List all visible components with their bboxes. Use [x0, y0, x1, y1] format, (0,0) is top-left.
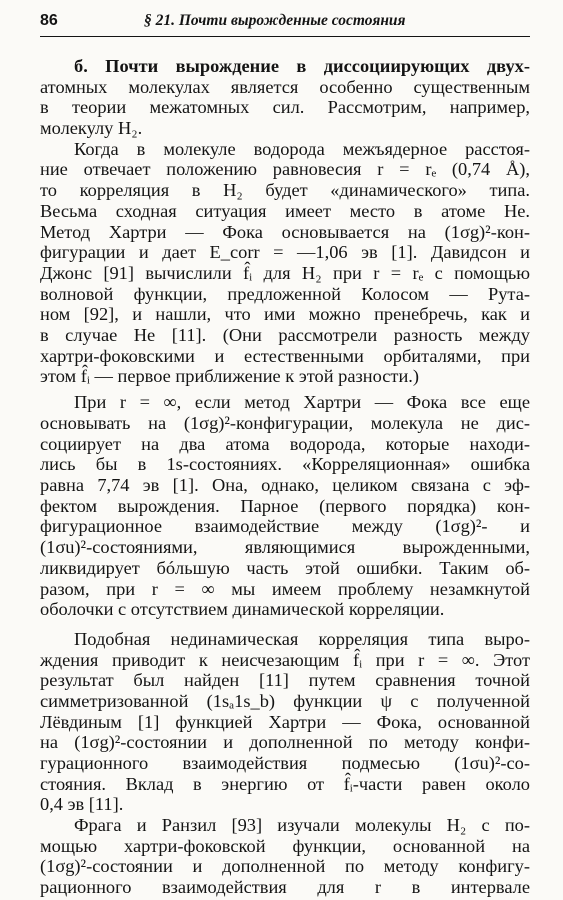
text-line: социирует на два атома водорода, которые находи- [40, 433, 530, 454]
text-line: При r = ∞, если метод Хартри — Фока все еще [74, 392, 530, 413]
text-line: ние отвечает положению равновесия r = rₑ (0,74 Å), [40, 159, 530, 180]
text-line: гурационного взаимодействия подмесью (1σu)²-со- [40, 753, 530, 773]
text-line: Фрага и Ранзил [93] изучали молекулы H₂ с по- [74, 815, 530, 836]
running-header [40, 12, 530, 37]
text-line: фигурации и дает E_corr = —1,06 эв [1]. Давидсон и [40, 242, 530, 263]
text-line: Весьма сходная ситуация имеет место в атоме He. [40, 200, 530, 221]
text-line: ждения приводит к неисчезающим f̂ᵢ при r = ∞. Этот [40, 649, 530, 670]
text-line: стояния. Вклад в энергию от f̂ᵢ-части равен около [40, 773, 530, 794]
text-line: в теории межатомных сил. Рассмотрим, например, [40, 97, 530, 118]
text-line: то корреляция в H₂ будет «динамического» типа. [40, 180, 530, 201]
text-line: (1σu)²-состояниями, являющимися вырожденными, [40, 537, 530, 558]
text-line: (1σg)²-состоянии и дополненной по методу конфигу- [40, 856, 530, 877]
text-line: хартри-фоковскими и естественными орбиталями, при [40, 345, 530, 366]
text-line: фектом вырождения. Парное (первого порядка) кон- [40, 495, 530, 516]
text-line: ликвидирует бóльшую часть этой ошибки. Таким об- [40, 557, 530, 578]
text-line: атомных молекулах является особенно существенным [40, 76, 530, 97]
text-line: оболочки с отсутствием динамической корреляции. [40, 599, 445, 620]
text-line: рационного взаимодействия для r в интервале [40, 877, 530, 898]
text-line: фигурационное взаимодействие между (1σg)²- и [40, 516, 530, 537]
text-line: Подобная нединамическая корреляция типа выро- [74, 628, 530, 649]
text-line: равна 7,74 эв [1]. Она, однако, целиком связана с эф- [40, 475, 530, 496]
text-line: лись бы в 1s-состояниях. «Корреляционная» ошибка [40, 454, 530, 475]
text-line: ном [92], и нашли, что ими можно пренебречь, как и [40, 304, 530, 325]
text-line: симметризованной (1sₐ1s_b) функции ψ с полученной [40, 690, 530, 711]
text-line: Лёвдиным [1] функцией Хартри — Фока, основанной [40, 711, 530, 732]
text-line: мощью хартри-фоковской функции, основанной на [40, 835, 530, 856]
text-line: этом f̂ᵢ — первое приближение к этой разности.) [40, 366, 420, 387]
text-line: Метод Хартри — Фока основывается на (1σg)²-кон- [40, 221, 530, 242]
page-number: 86 [40, 12, 58, 29]
text-line: Когда в молекуле водорода межъядерное расстоя- [74, 138, 530, 159]
text-line: волновой функции, предложенной Колосом — Рута- [40, 283, 530, 304]
paragraph-gap [40, 620, 530, 629]
text-line: основывать на (1σg)²-конфигурации, молекула не дис- [40, 413, 530, 433]
text-line: на (1σg)²-состоянии и дополненной по методу конфи- [40, 732, 530, 753]
text-line: молекулу H₂. [40, 118, 143, 139]
text-line: Джонс [91] вычислили f̂ᵢ для H₂ при r = rₑ с помощью [40, 262, 530, 283]
body-text [40, 56, 530, 898]
text-line: б. Почти вырождение в диссоциирующих двух- [74, 56, 530, 76]
text-line: в случае He [11]. (Они рассмотрели разность между [40, 324, 530, 345]
running-title: § 21. Почти вырожденные состояния [144, 12, 406, 29]
text-line: 0,4 эв [11]. [40, 794, 124, 815]
text-line: результат был найден [11] путем сравнения точной [40, 670, 530, 691]
text-line: разом, при r = ∞ мы имеем проблему незамкнутой [40, 578, 530, 599]
